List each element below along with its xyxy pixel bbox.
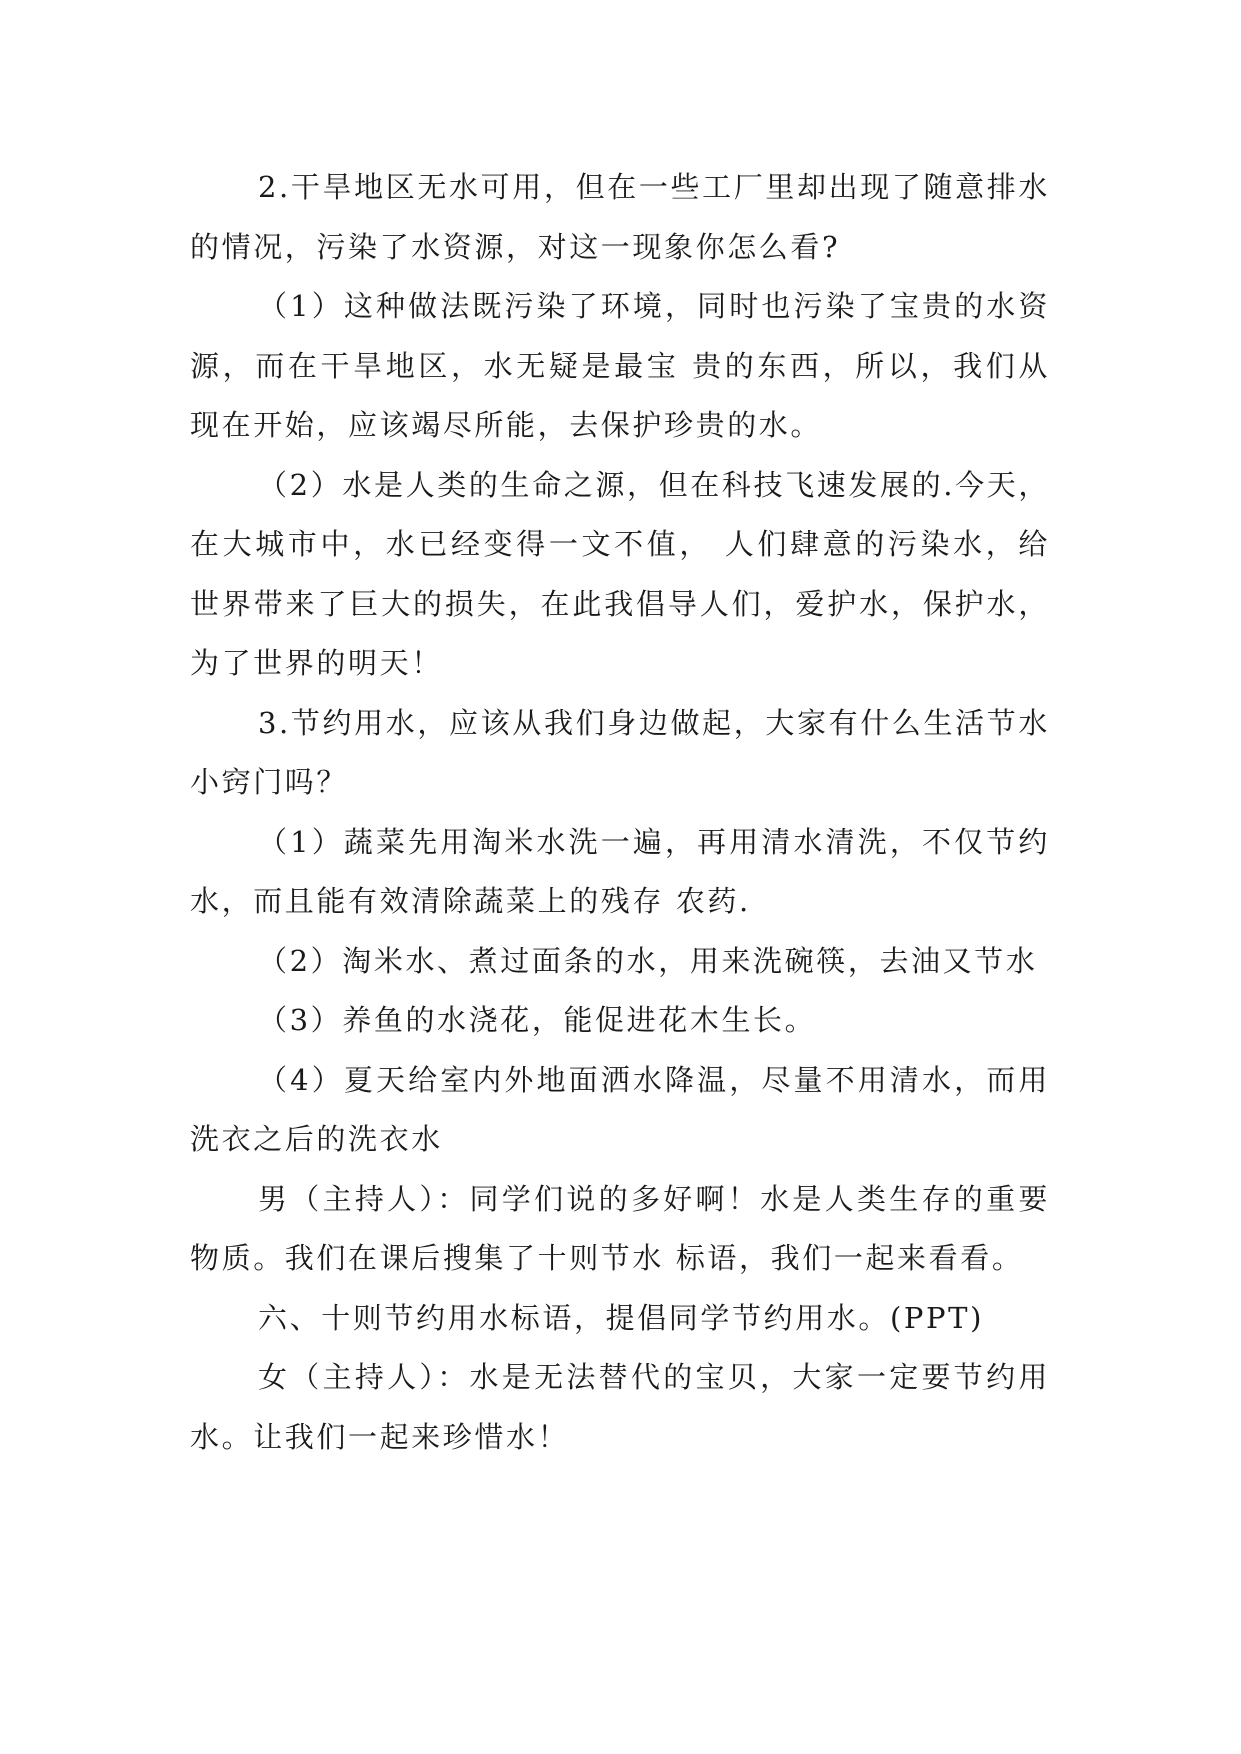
paragraph-female-host: 女（主持人）：水是无法替代的宝贝，大家一定要节约用水。让我们一起来珍惜水！	[190, 1360, 1050, 1454]
paragraph-answer-3-1: （1）蔬菜先用淘米水洗一遍，再用清水清洗，不仅节约水，而且能有效清除蔬菜上的残存 农药.	[190, 824, 1050, 918]
document-body	[190, 158, 1050, 1467]
paragraph-answer-3-4: （4）夏天给室内外地面洒水降温，尽量不用清水，而用洗衣之后的洗衣水	[190, 1062, 1050, 1156]
paragraph-section-six: 六、十则节约用水标语，提倡同学节约用水。(PPT)	[258, 1300, 984, 1335]
paragraph-answer-2-2: （2）水是人类的生命之源，但在科技飞速发展的.今天，在大城市中，水已经变得一文不值， 人们肆意的污染水，给世界带来了巨大的损失，在此我倡导人们，爱护水，保护水，为了世界的明天！	[190, 467, 1050, 680]
paragraph-answer-3-2: （2）淘米水、煮过面条的水，用来洗碗筷，去油又节水	[258, 943, 1038, 978]
paragraph-question-2: 2.干旱地区无水可用，但在一些工厂里却出现了随意排水的情况，污染了水资源，对这一现象你怎么看?	[190, 170, 1050, 264]
paragraph-answer-3-3: （3）养鱼的水浇花，能促进花木生长。	[258, 1003, 817, 1037]
paragraph-male-host: 男（主持人）：同学们说的多好啊！水是人类生存的重要物质。我们在课后搜集了十则节水 标语，我们一起来看看。	[190, 1181, 1050, 1275]
paragraph-question-3: 3.节约用水，应该从我们身边做起，大家有什么生活节水小窍门吗？	[190, 705, 1050, 799]
paragraph-answer-2-1: （1）这种做法既污染了环境，同时也污染了宝贵的水资源，而在干旱地区，水无疑是最宝 贵的东西，所以，我们从现在开始，应该竭尽所能，去保护珍贵的水。	[190, 289, 1050, 442]
